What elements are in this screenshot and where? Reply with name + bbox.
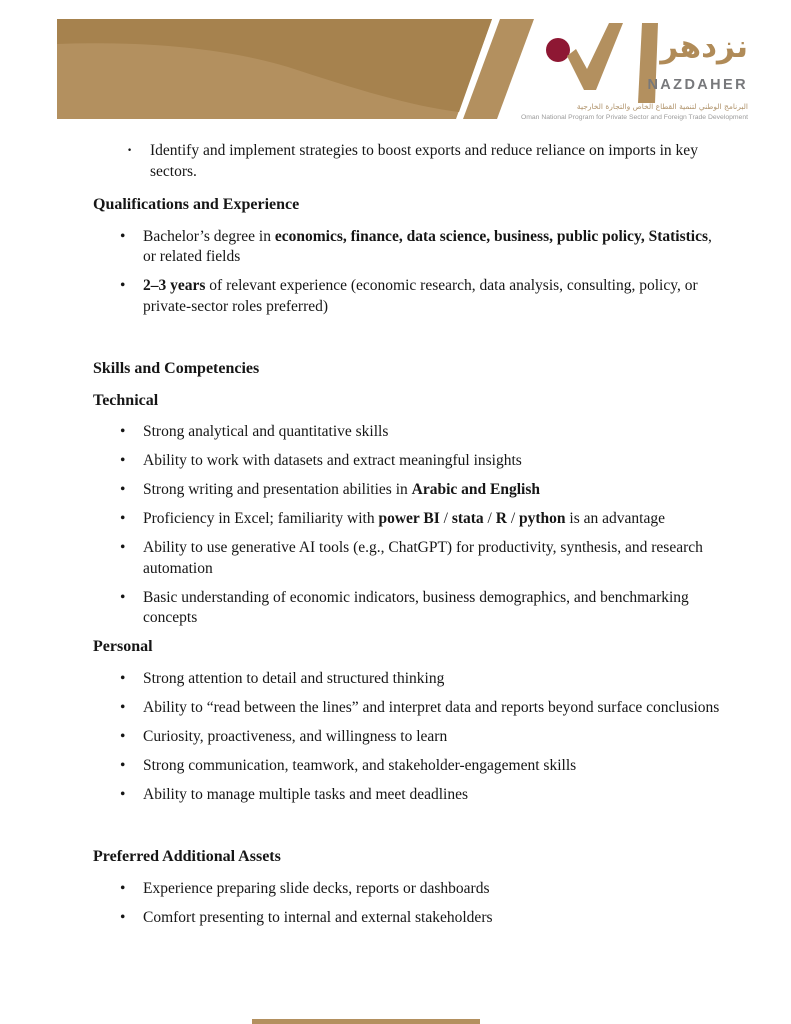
bullet-text-bold: python	[519, 510, 566, 527]
bullet-text: Strong analytical and quantitative skills	[143, 423, 389, 440]
bullet-text-bold: 2–3 years	[143, 277, 206, 294]
bullet-text-bold: Arabic and English	[411, 481, 540, 498]
brand-tagline-english: Oman National Program for Private Sector and Foreign Trade Development	[520, 113, 748, 121]
bullet-list	[93, 141, 727, 182]
bullet-item	[93, 908, 727, 929]
brand-name-arabic: نزدهر	[660, 29, 748, 65]
document-body	[0, 141, 791, 928]
bullet-item	[93, 785, 727, 806]
brand-tagline-arabic: البرنامج الوطني لتنمية القطاع الخاص والتجارة الخارجية	[576, 101, 748, 111]
bullet-text: of relevant experience (economic research, data analysis, consulting, policy, or private-sector roles preferred)	[143, 277, 698, 315]
bullet-text: Ability to manage multiple tasks and meet deadlines	[143, 785, 468, 803]
section-heading: Qualifications and Experience	[93, 196, 300, 213]
bullet-text: Strong communication, teamwork, and stakeholder-engagement skills	[143, 756, 577, 774]
bullet-text: Curiosity, proactiveness, and willingness to learn	[143, 727, 448, 745]
bullet-item	[93, 141, 727, 182]
bullet-item	[93, 669, 727, 690]
bullet-text: Proficiency in Excel; familiarity with	[143, 510, 379, 527]
bullet-text: Basic understanding of economic indicators, business demographics, and benchmarking concepts	[143, 588, 689, 626]
section-heading: Preferred Additional Assets	[93, 848, 281, 865]
section-heading: Technical	[93, 391, 159, 409]
section-heading: Skills and Competencies	[93, 360, 260, 377]
page-header	[0, 0, 791, 130]
bullet-text-bold: economics, finance, data science, business, public policy, Statistics	[274, 227, 708, 245]
bullet-item	[93, 451, 727, 472]
bullet-list	[93, 669, 727, 806]
bullet-text-bold: R	[495, 510, 507, 527]
bullet-item	[93, 480, 727, 501]
bullet-item	[93, 727, 727, 748]
bullet-text: /	[483, 510, 496, 527]
bullet-item	[93, 756, 727, 777]
brand-text-block	[500, 18, 748, 122]
bullet-text: Strong attention to detail and structured thinking	[143, 669, 445, 687]
bullet-text: Ability to work with datasets and extract meaningful insights	[143, 452, 522, 469]
bullet-item	[93, 879, 727, 900]
bullet-text: , or related fields	[143, 227, 712, 265]
bullet-list	[93, 227, 727, 318]
bullet-text: /	[439, 510, 452, 527]
bullet-text: Identify and implement strategies to boost exports and reduce reliance on imports in key sectors.	[150, 142, 698, 180]
bullet-item	[93, 422, 727, 443]
bullet-item	[93, 538, 727, 579]
brand-name-latin: NAZDAHER	[647, 77, 748, 93]
bullet-text: /	[506, 510, 519, 527]
bullet-text-bold: power BI	[378, 510, 440, 527]
bullet-item	[93, 276, 727, 317]
bullet-list	[93, 879, 727, 929]
section-heading: Personal	[93, 638, 153, 655]
bullet-text: Strong writing and presentation abilities in	[143, 481, 412, 498]
bullet-text: is an advantage	[565, 510, 665, 527]
bullet-item	[93, 588, 727, 629]
footer-bar	[252, 1019, 480, 1024]
bullet-text-bold: stata	[451, 510, 484, 527]
bullet-text: Ability to “read between the lines” and interpret data and reports beyond surface conclusions	[143, 698, 720, 716]
bullet-text: Experience preparing slide decks, reports or dashboards	[143, 879, 490, 897]
bullet-list	[93, 422, 727, 629]
bullet-item	[93, 227, 727, 268]
bullet-text: Bachelor’s degree in	[143, 227, 275, 245]
bullet-text: Ability to use generative AI tools (e.g., ChatGPT) for productivity, synthesis, and research automation	[143, 539, 703, 577]
bullet-text: Comfort presenting to internal and external stakeholders	[143, 908, 493, 926]
bullet-item	[93, 698, 727, 719]
bullet-item	[93, 509, 727, 530]
